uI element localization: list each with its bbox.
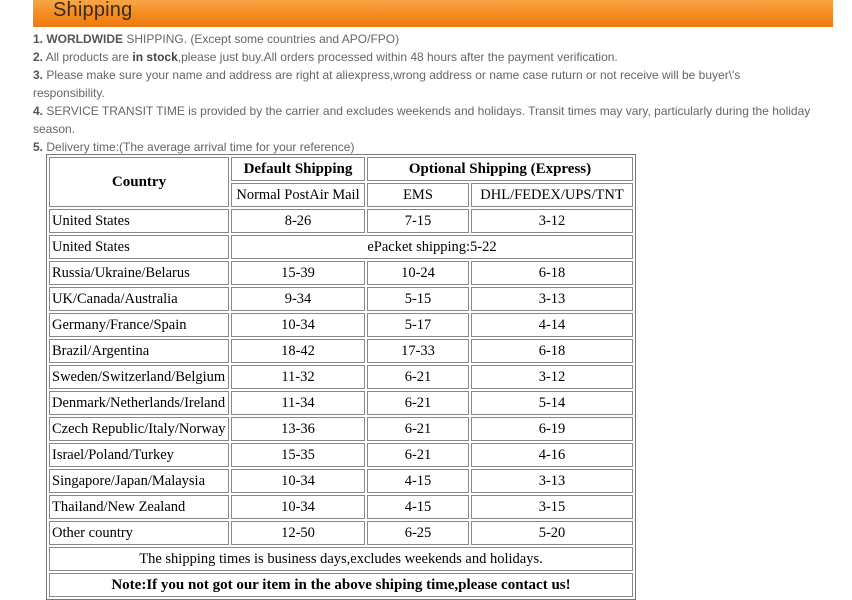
country-cell: United States — [49, 235, 229, 259]
note-text: SERVICE TRANSIT TIME is provided by the carrier and excludes weekends and holidays. Transit times may vary, particularly during the holiday — [43, 104, 811, 118]
country-cell: Czech Republic/Italy/Norway — [49, 417, 229, 441]
ems-cell: 7-15 — [367, 209, 469, 233]
table-row — [49, 417, 633, 441]
note-text: All products are — [43, 50, 133, 64]
note-number: 1. — [33, 32, 44, 46]
dhl-cell: 5-20 — [471, 521, 633, 545]
note-text-continued: season. — [33, 122, 76, 136]
normal-post-cell: 18-42 — [231, 339, 365, 363]
normal-post-cell: 12-50 — [231, 521, 365, 545]
note-number: 3. — [33, 68, 44, 82]
ems-cell: 6-21 — [367, 365, 469, 389]
ems-cell: 5-15 — [367, 287, 469, 311]
table-body — [49, 261, 633, 545]
dhl-cell: 3-13 — [471, 287, 633, 311]
dhl-cell: 6-18 — [471, 261, 633, 285]
note-3 — [33, 66, 833, 102]
ems-cell: 4-15 — [367, 495, 469, 519]
note-strong: in stock — [132, 50, 178, 64]
normal-post-cell: 10-34 — [231, 313, 365, 337]
note-number: 4. — [33, 104, 44, 118]
table-row — [49, 365, 633, 389]
note-number: 5. — [33, 140, 44, 154]
normal-post-cell: 10-34 — [231, 495, 365, 519]
ems-cell: 5-17 — [367, 313, 469, 337]
note-text: Please make sure your name and address are right at aliexpress,wrong address or name case ruturn or not receive will be buyer\'s — [43, 68, 741, 82]
country-cell: Sweden/Switzerland/Belgium — [49, 365, 229, 389]
ems-cell: 10-24 — [367, 261, 469, 285]
normal-post-cell: 15-35 — [231, 443, 365, 467]
ems-cell: 6-25 — [367, 521, 469, 545]
table-row — [49, 261, 633, 285]
country-cell: Germany/France/Spain — [49, 313, 229, 337]
table-row — [49, 495, 633, 519]
business-days-note: The shipping times is business days,excludes weekends and holidays. — [49, 547, 633, 571]
note-text: SHIPPING. (Except some countries and APO/FPO) — [123, 32, 400, 46]
note-number: 2. — [33, 50, 44, 64]
delivery-time-table — [46, 154, 636, 600]
country-cell: Russia/Ukraine/Belarus — [49, 261, 229, 285]
ems-cell: 6-21 — [367, 443, 469, 467]
country-cell: Other country — [49, 521, 229, 545]
ems-cell: 4-15 — [367, 469, 469, 493]
dhl-cell: 4-16 — [471, 443, 633, 467]
table-row — [49, 209, 633, 233]
optional-shipping-header: Optional Shipping (Express) — [367, 157, 633, 181]
dhl-cell: 3-12 — [471, 209, 633, 233]
contact-note: Note:If you not got our item in the above shiping time,please contact us! — [49, 573, 633, 597]
normal-post-cell: 11-32 — [231, 365, 365, 389]
page-title: Shipping — [53, 0, 133, 21]
shipping-header-bar — [33, 0, 833, 27]
normal-post-cell: 13-36 — [231, 417, 365, 441]
dhl-cell: 3-12 — [471, 365, 633, 389]
table-row — [49, 339, 633, 363]
ems-header: EMS — [367, 183, 469, 207]
normal-post-cell: 8-26 — [231, 209, 365, 233]
normal-post-cell: 15-39 — [231, 261, 365, 285]
epacket-cell: ePacket shipping:5-22 — [231, 235, 633, 259]
normal-post-header: Normal PostAir Mail — [231, 183, 365, 207]
shipping-notes — [33, 30, 833, 156]
dhl-cell: 3-15 — [471, 495, 633, 519]
dhl-cell: 6-19 — [471, 417, 633, 441]
note-text: Delivery time:(The average arrival time for your reference) — [43, 140, 355, 154]
note-text: ,please just buy.All orders processed within 48 hours after the payment verification. — [177, 50, 618, 64]
normal-post-cell: 10-34 — [231, 469, 365, 493]
note-1 — [33, 30, 833, 48]
table-row — [49, 287, 633, 311]
ems-cell: 6-21 — [367, 417, 469, 441]
country-cell: Israel/Poland/Turkey — [49, 443, 229, 467]
country-cell: UK/Canada/Australia — [49, 287, 229, 311]
ems-cell: 17-33 — [367, 339, 469, 363]
table-row — [49, 521, 633, 545]
note-text-continued: responsibility. — [33, 86, 105, 100]
note-4 — [33, 102, 833, 138]
note-strong: WORLDWIDE — [46, 32, 124, 46]
epacket-row — [49, 235, 633, 259]
ems-cell: 6-21 — [367, 391, 469, 415]
country-cell: Denmark/Netherlands/Ireland — [49, 391, 229, 415]
default-shipping-header: Default Shipping — [231, 157, 365, 181]
country-cell: Thailand/New Zealand — [49, 495, 229, 519]
footer-note-row — [49, 547, 633, 571]
country-cell: United States — [49, 209, 229, 233]
normal-post-cell: 9-34 — [231, 287, 365, 311]
country-cell: Brazil/Argentina — [49, 339, 229, 363]
dhl-cell: 3-13 — [471, 469, 633, 493]
normal-post-cell: 11-34 — [231, 391, 365, 415]
dhl-header: DHL/FEDEX/UPS/TNT — [471, 183, 633, 207]
dhl-cell: 6-18 — [471, 339, 633, 363]
table-header-row — [49, 157, 633, 181]
dhl-cell: 4-14 — [471, 313, 633, 337]
table-row — [49, 469, 633, 493]
country-header: Country — [49, 157, 229, 207]
table-row — [49, 313, 633, 337]
table-row — [49, 443, 633, 467]
note-2 — [33, 48, 833, 66]
country-cell: Singapore/Japan/Malaysia — [49, 469, 229, 493]
contact-note-row — [49, 573, 633, 597]
dhl-cell: 5-14 — [471, 391, 633, 415]
table-row — [49, 391, 633, 415]
